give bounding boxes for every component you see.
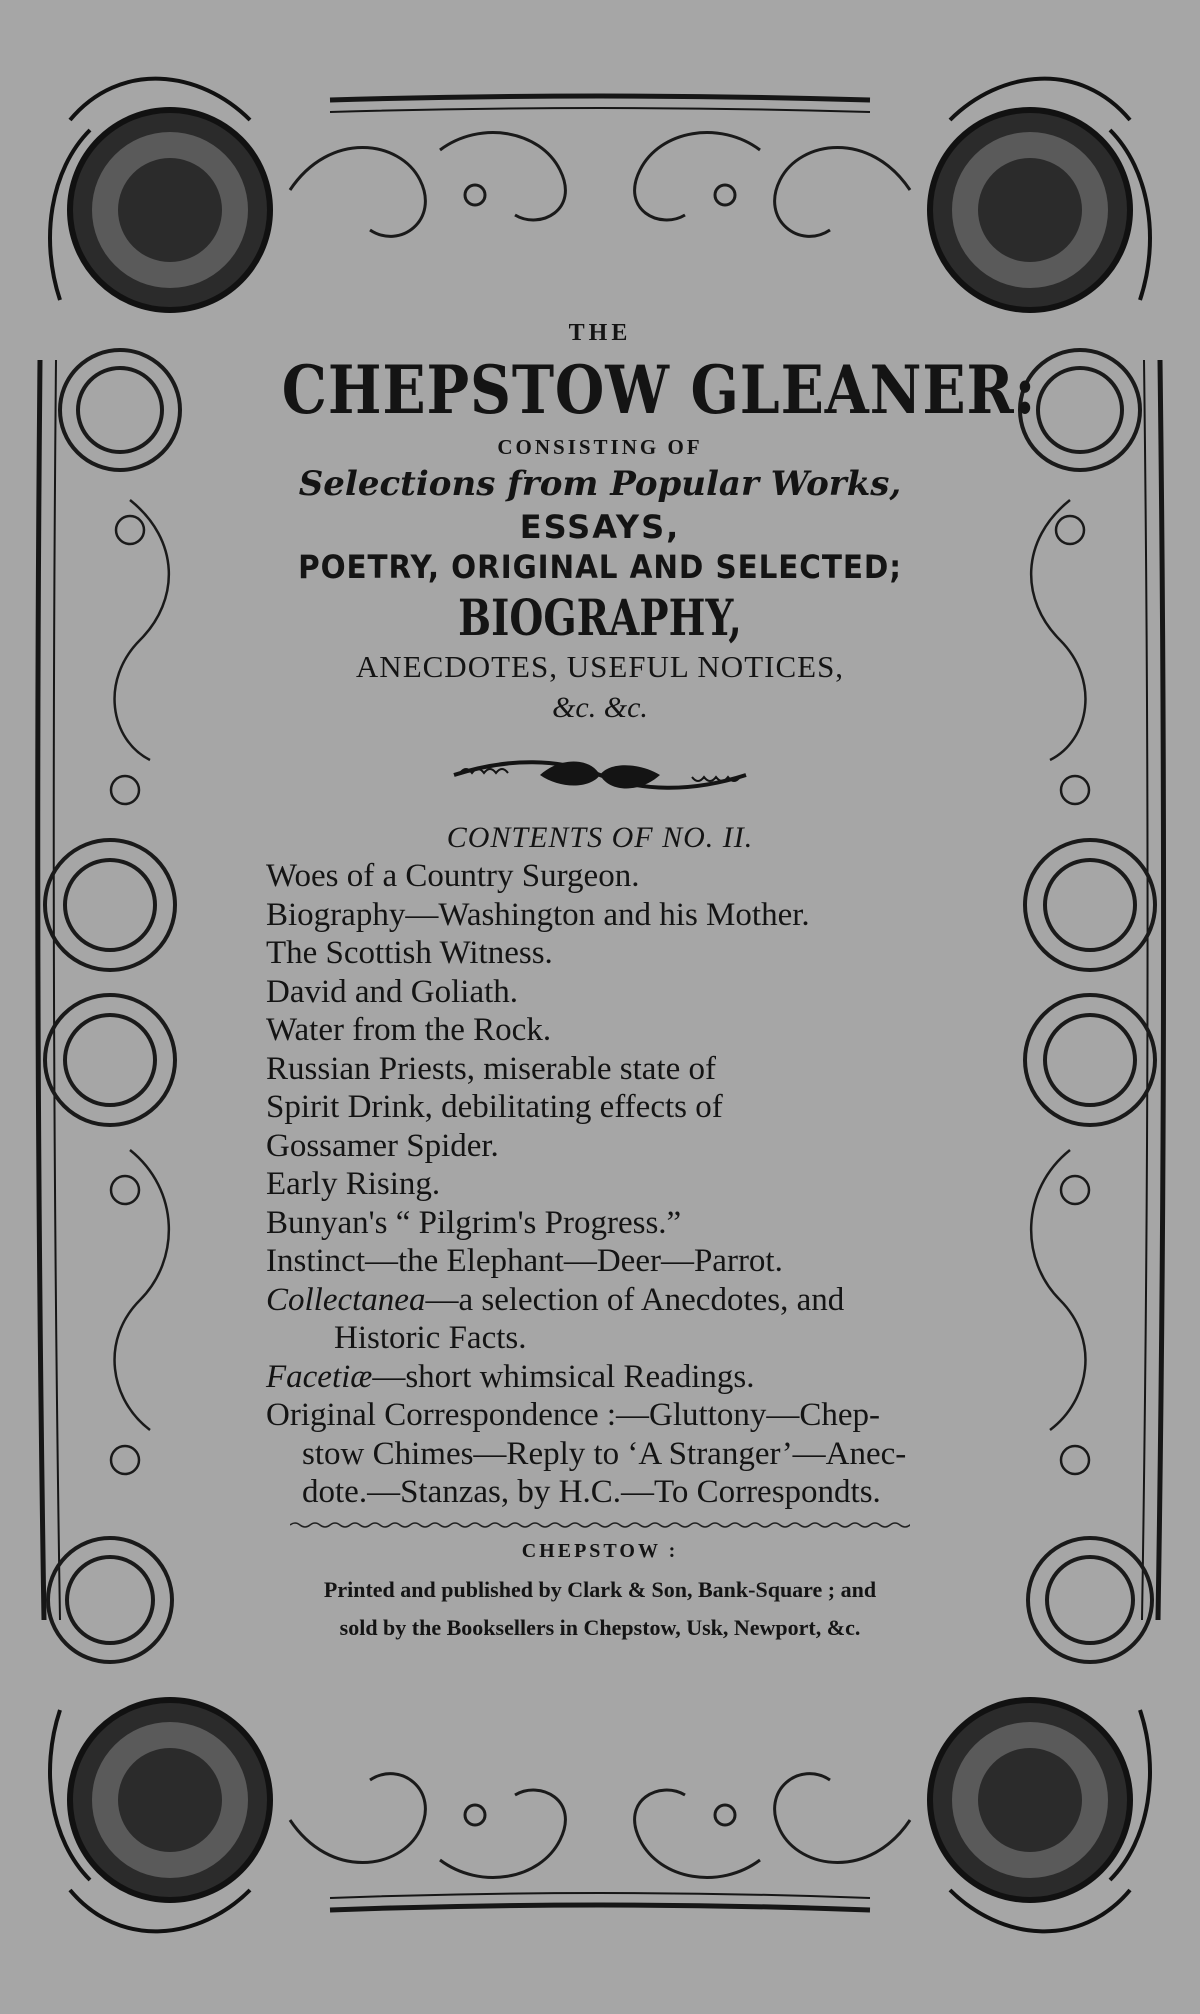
- contents-list: [266, 857, 970, 1512]
- list-item-continuation: Historic Facts.: [334, 1320, 527, 1356]
- list-item: Russian Priests, miserable state of: [266, 1050, 717, 1087]
- corner-ornament-top-left: [50, 79, 270, 310]
- list-item-correspondence: Original Correspondence :—Gluttony—Chep-: [266, 1397, 881, 1433]
- list-item: Instinct—the Elephant—Deer—Parrot.: [266, 1243, 783, 1279]
- collectanea-text: —a selection of Anecdotes, and: [425, 1281, 845, 1318]
- list-item-continuation: stow Chimes—Reply to ‘A Stranger’—Anec-: [302, 1435, 907, 1472]
- list-item: Early Rising.: [266, 1166, 441, 1202]
- corner-ornament-bottom-left: [50, 1700, 270, 1931]
- title-block: [230, 320, 1037, 1647]
- subtitle-anecdotes: ANECDOTES, USEFUL NOTICES,: [355, 649, 845, 684]
- subtitle-poetry: POETRY, ORIGINAL AND SELECTED;: [298, 548, 902, 586]
- list-item-continuation: dote.—Stanzas, by H.C.—To Correspondts.: [302, 1474, 881, 1510]
- ornamental-divider: [450, 753, 750, 797]
- corner-ornament-top-right: [930, 79, 1150, 310]
- subtitle-selections: Selections from Popular Works,: [298, 464, 902, 504]
- subtitle-etc: &c. &c.: [552, 691, 648, 724]
- imprint-place: CHEPSTOW :: [521, 1539, 679, 1562]
- subtitle-essays: ESSAYS,: [519, 508, 681, 546]
- list-item-collectanea: [266, 1281, 970, 1320]
- list-item-facetiae: [266, 1358, 970, 1397]
- list-item: The Scottish Witness.: [266, 935, 553, 971]
- collectanea-label: Collectanea: [266, 1281, 426, 1318]
- subtitle-biography: BIOGRAPHY,: [458, 588, 742, 647]
- publication-title: CHEPSTOW GLEANER:: [281, 351, 1037, 429]
- subtitle-intro: CONSISTING OF: [497, 435, 703, 459]
- facetiae-text: —short whimsical Readings.: [372, 1358, 755, 1395]
- wavy-rule: [290, 1520, 910, 1530]
- list-item: Gossamer Spider.: [266, 1127, 499, 1164]
- list-item: Spirit Drink, debilitating effects of: [266, 1089, 723, 1125]
- facetiae-label: Facetiæ: [266, 1358, 373, 1395]
- corner-ornament-bottom-right: [930, 1700, 1150, 1931]
- imprint-line-1: Printed and published by Clark & Son, Bank-Square ; and: [323, 1576, 877, 1602]
- list-item: Bunyan's “ Pilgrim's Progress.”: [266, 1204, 682, 1241]
- list-item: Woes of a Country Surgeon.: [266, 858, 640, 894]
- title-article: THE: [568, 320, 632, 346]
- imprint-line-2: sold by the Booksellers in Chepstow, Usk, Newport, &c.: [339, 1614, 861, 1640]
- list-item: David and Goliath.: [266, 973, 519, 1010]
- list-item: Water from the Rock.: [266, 1012, 552, 1048]
- contents-heading: CONTENTS OF NO. II.: [446, 821, 754, 854]
- list-item: Biography—Washington and his Mother.: [266, 896, 810, 933]
